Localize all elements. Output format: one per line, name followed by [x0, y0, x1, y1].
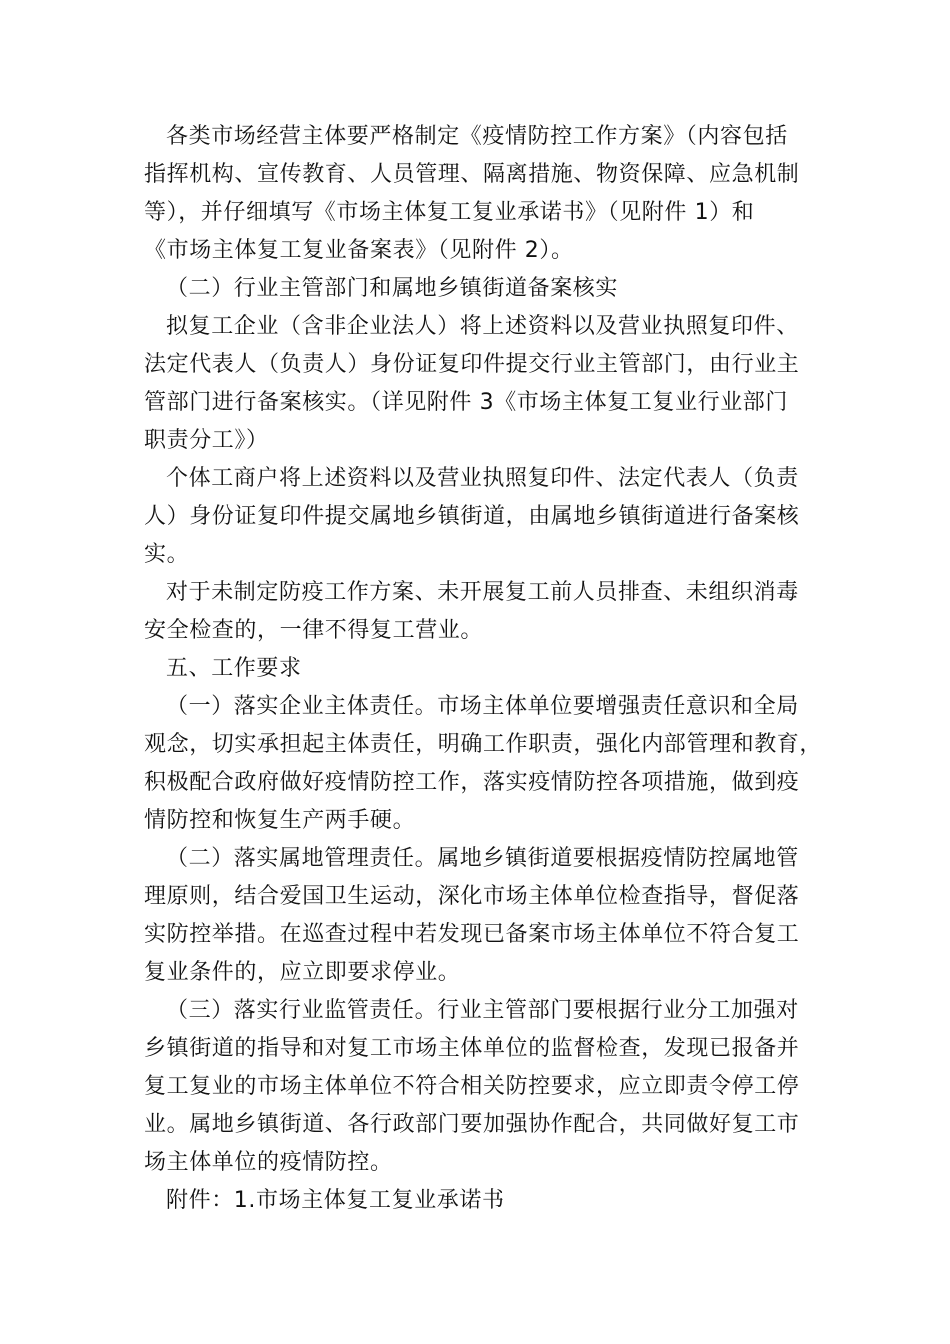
text-line: 人）身份证复印件提交属地乡镇街道，由属地乡镇街道进行备案核	[144, 504, 800, 529]
text-line: 指挥机构、宣传教育、人员管理、隔离措施、物资保障、应急机制	[144, 162, 800, 187]
attachment-line: 附件：1.市场主体复工复业承诺书	[166, 1188, 505, 1213]
text-line: 各类市场经营主体要严格制定《疫情防控工作方案》（内容包括	[166, 124, 788, 149]
section-heading: 五、工作要求	[166, 656, 302, 681]
text-line: 业。属地乡镇街道、各行政部门要加强协作配合，共同做好复工市	[144, 1112, 800, 1137]
text-line: 观念，切实承担起主体责任，明确工作职责，强化内部管理和教育，	[144, 732, 823, 757]
text-line: 《市场主体复工复业备案表》（见附件 2）。	[144, 238, 574, 263]
text-line: （三）落实行业监管责任。行业主管部门要根据行业分工加强对	[166, 998, 799, 1023]
text-line: （一）落实企业主体责任。市场主体单位要增强责任意识和全局	[166, 694, 799, 719]
text-line: 情防控和恢复生产两手硬。	[144, 808, 416, 833]
text-line: 管部门进行备案核实。（详见附件 3《市场主体复工复业行业部门	[144, 390, 788, 415]
text-line: 等），并仔细填写《市场主体复工复业承诺书》（见附件 1）和	[144, 200, 755, 225]
text-line: 实防控举措。在巡查过程中若发现已备案市场主体单位不符合复工	[144, 922, 800, 947]
text-line: 对于未制定防疫工作方案、未开展复工前人员排查、未组织消毒	[166, 580, 799, 605]
text-line: 理原则，结合爱国卫生运动，深化市场主体单位检查指导，督促落	[144, 884, 800, 909]
text-line: 实。	[144, 542, 190, 567]
text-line: 职责分工》）	[144, 428, 269, 453]
text-line: 场主体单位的疫情防控。	[144, 1150, 393, 1175]
text-line: （二）落实属地管理责任。属地乡镇街道要根据疫情防控属地管	[166, 846, 799, 871]
text-line: 复业条件的，应立即要求停业。	[144, 960, 461, 985]
text-line: 拟复工企业（含非企业法人）将上述资料以及营业执照复印件、	[166, 314, 799, 339]
text-line: 安全检查的，一律不得复工营业。	[144, 618, 484, 643]
text-line: 个体工商户将上述资料以及营业执照复印件、法定代表人（负责	[166, 466, 799, 491]
text-line: 复工复业的市场主体单位不符合相关防控要求，应立即责令停工停	[144, 1074, 800, 1099]
section-heading: （二）行业主管部门和属地乡镇街道备案核实	[166, 276, 619, 301]
text-line: 乡镇街道的指导和对复工市场主体单位的监督检查，发现已报备并	[144, 1036, 800, 1061]
text-line: 法定代表人（负责人）身份证复印件提交行业主管部门，由行业主	[144, 352, 800, 377]
text-line: 积极配合政府做好疫情防控工作，落实疫情防控各项措施，做到疫	[144, 770, 800, 795]
